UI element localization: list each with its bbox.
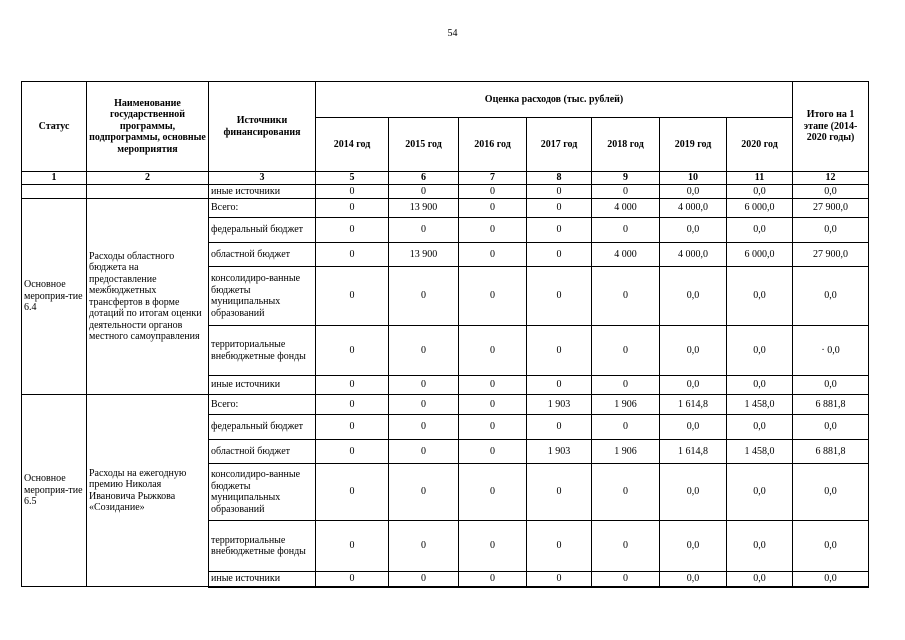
value-cell: 0 xyxy=(592,521,660,572)
value-cell: 0 xyxy=(459,199,527,218)
source-label: федеральный бюджет xyxy=(209,415,316,440)
value-cell: 0 xyxy=(459,376,527,395)
column-number: 5 xyxy=(316,172,389,185)
source-label: Всего: xyxy=(209,395,316,415)
name-cell: Расходы на ежегодную премию Николая Ивановича Рыжкова «Созидание» xyxy=(87,395,209,587)
value-cell: 0,0 xyxy=(660,218,727,243)
value-cell: 0,0 xyxy=(660,415,727,440)
value-cell: 0 xyxy=(527,243,592,267)
value-cell: 0 xyxy=(459,572,527,587)
value-cell: 0 xyxy=(389,326,459,376)
source-label: федеральный бюджет xyxy=(209,218,316,243)
value-cell: 0 xyxy=(527,521,592,572)
table-row xyxy=(22,199,869,218)
value-cell: 0 xyxy=(389,218,459,243)
value-cell: 0,0 xyxy=(793,572,869,587)
value-cell: 0 xyxy=(527,464,592,521)
header-year: 2020 год xyxy=(727,118,793,172)
budget-table xyxy=(21,81,869,588)
source-label: консолидиро-ванные бюджеты муниципальных образований xyxy=(209,267,316,326)
value-cell: 0 xyxy=(389,376,459,395)
value-cell: 0 xyxy=(459,184,527,199)
value-cell: 6 881,8 xyxy=(793,395,869,415)
source-label: консолидиро-ванные бюджеты муниципальных образований xyxy=(209,464,316,521)
value-cell: 0,0 xyxy=(727,326,793,376)
value-cell: 0 xyxy=(592,218,660,243)
value-cell: 0 xyxy=(527,572,592,587)
value-cell: 0 xyxy=(389,395,459,415)
header-year: 2016 год xyxy=(459,118,527,172)
value-cell: 0 xyxy=(389,184,459,199)
header-year: 2018 год xyxy=(592,118,660,172)
value-cell: 1 458,0 xyxy=(727,395,793,415)
value-cell: 0 xyxy=(592,326,660,376)
value-cell: 0 xyxy=(316,464,389,521)
value-cell: 0 xyxy=(316,199,389,218)
value-cell: 0 xyxy=(592,267,660,326)
value-cell: 0,0 xyxy=(660,464,727,521)
value-cell: 27 900,0 xyxy=(793,243,869,267)
column-number: 12 xyxy=(793,172,869,185)
value-cell: 0,0 xyxy=(727,267,793,326)
source-label: областной бюджет xyxy=(209,243,316,267)
value-cell: 0 xyxy=(389,572,459,587)
name-cell: Расходы областного бюджета на предоставление межбюджетных трансфертов в форме дотаций по итогам оценки деятельности органов местного самоуправления xyxy=(87,199,209,395)
value-cell: 27 900,0 xyxy=(793,199,869,218)
value-cell: 0 xyxy=(459,218,527,243)
header-year: 2014 год xyxy=(316,118,389,172)
value-cell: 0 xyxy=(592,184,660,199)
value-cell: 0 xyxy=(527,326,592,376)
header-total: Итого на 1 этапе (2014-2020 годы) xyxy=(793,82,869,172)
value-cell: 13 900 xyxy=(389,243,459,267)
header-estimate: Оценка расходов (тыс. рублей) xyxy=(316,82,793,118)
value-cell: 0 xyxy=(459,267,527,326)
header-status: Статус xyxy=(22,82,87,172)
value-cell: 1 903 xyxy=(527,440,592,464)
value-cell: 0 xyxy=(592,415,660,440)
value-cell: 0 xyxy=(459,464,527,521)
value-cell: 1 906 xyxy=(592,440,660,464)
value-cell: 0 xyxy=(527,376,592,395)
page-number: 54 xyxy=(447,28,458,39)
value-cell: 4 000,0 xyxy=(660,243,727,267)
value-cell: 0 xyxy=(316,184,389,199)
value-cell: 0,0 xyxy=(727,521,793,572)
source-label: иные источники xyxy=(209,572,316,587)
value-cell: 0 xyxy=(316,376,389,395)
column-number: 9 xyxy=(592,172,660,185)
column-number: 6 xyxy=(389,172,459,185)
value-cell: 0,0 xyxy=(727,415,793,440)
value-cell: 4 000 xyxy=(592,199,660,218)
source-label: областной бюджет xyxy=(209,440,316,464)
value-cell: 0,0 xyxy=(793,415,869,440)
value-cell: 0 xyxy=(316,440,389,464)
value-cell: 0 xyxy=(389,464,459,521)
column-number-row xyxy=(22,172,869,185)
value-cell: 0 xyxy=(459,521,527,572)
value-cell: 0 xyxy=(316,521,389,572)
value-cell: 0 xyxy=(459,243,527,267)
value-cell: 0,0 xyxy=(660,267,727,326)
value-cell: 0,0 xyxy=(793,218,869,243)
value-cell: 6 881,8 xyxy=(793,440,869,464)
value-cell: 0 xyxy=(316,267,389,326)
value-cell: 0 xyxy=(316,415,389,440)
source-label: территориальные внебюджетные фонды xyxy=(209,326,316,376)
value-cell: 1 903 xyxy=(527,395,592,415)
value-cell: 0,0 xyxy=(793,267,869,326)
source-label: иные источники xyxy=(209,184,316,199)
value-cell: 0 xyxy=(389,521,459,572)
value-cell: 0 xyxy=(527,267,592,326)
column-number: 1 xyxy=(22,172,87,185)
value-cell: 0 xyxy=(592,572,660,587)
value-cell: 0 xyxy=(316,243,389,267)
value-cell: 0 xyxy=(316,326,389,376)
value-cell: 0,0 xyxy=(660,184,727,199)
value-cell: 0,0 xyxy=(660,326,727,376)
value-cell: 0 xyxy=(459,415,527,440)
column-number: 8 xyxy=(527,172,592,185)
status-cell: Основное мероприя-тие 6.4 xyxy=(22,199,87,395)
header-year: 2019 год xyxy=(660,118,727,172)
table-row xyxy=(22,184,869,199)
column-number: 2 xyxy=(87,172,209,185)
value-cell: · 0,0 xyxy=(793,326,869,376)
value-cell: 1 458,0 xyxy=(727,440,793,464)
source-label: Всего: xyxy=(209,199,316,218)
header-year: 2015 год xyxy=(389,118,459,172)
header-sources: Источники финансирования xyxy=(209,82,316,172)
value-cell: 0 xyxy=(527,199,592,218)
value-cell: 0 xyxy=(459,395,527,415)
value-cell: 0 xyxy=(316,218,389,243)
column-number: 7 xyxy=(459,172,527,185)
table-row xyxy=(22,395,869,415)
value-cell: 0,0 xyxy=(727,464,793,521)
value-cell: 4 000,0 xyxy=(660,199,727,218)
value-cell: 0,0 xyxy=(660,572,727,587)
value-cell: 0 xyxy=(389,440,459,464)
column-number: 10 xyxy=(660,172,727,185)
value-cell: 0 xyxy=(592,376,660,395)
value-cell: 0,0 xyxy=(660,376,727,395)
column-number: 3 xyxy=(209,172,316,185)
value-cell: 0,0 xyxy=(793,464,869,521)
value-cell: 0,0 xyxy=(793,376,869,395)
value-cell: 0,0 xyxy=(727,572,793,587)
value-cell: 0 xyxy=(527,184,592,199)
value-cell: 0 xyxy=(592,464,660,521)
value-cell: 0,0 xyxy=(793,521,869,572)
value-cell: 0 xyxy=(459,440,527,464)
value-cell: 1 614,8 xyxy=(660,395,727,415)
value-cell: 1 906 xyxy=(592,395,660,415)
value-cell: 0 xyxy=(527,218,592,243)
value-cell: 0 xyxy=(389,415,459,440)
value-cell: 6 000,0 xyxy=(727,199,793,218)
source-label: территориальные внебюджетные фонды xyxy=(209,521,316,572)
column-number: 11 xyxy=(727,172,793,185)
value-cell: 0 xyxy=(316,395,389,415)
header-name: Наименование государственной программы, подпрограммы, основные мероприятия xyxy=(87,82,209,172)
value-cell: 0,0 xyxy=(660,521,727,572)
value-cell: 0 xyxy=(316,572,389,587)
value-cell: 13 900 xyxy=(389,199,459,218)
value-cell: 0 xyxy=(389,267,459,326)
value-cell: 1 614,8 xyxy=(660,440,727,464)
value-cell: 0 xyxy=(527,415,592,440)
status-cell: Основное мероприя-тие 6.5 xyxy=(22,395,87,587)
value-cell: 0,0 xyxy=(793,184,869,199)
value-cell: 6 000,0 xyxy=(727,243,793,267)
value-cell: 0,0 xyxy=(727,376,793,395)
value-cell: 0 xyxy=(459,326,527,376)
value-cell: 0,0 xyxy=(727,184,793,199)
header-year: 2017 год xyxy=(527,118,592,172)
value-cell: 0,0 xyxy=(727,218,793,243)
source-label: иные источники xyxy=(209,376,316,395)
value-cell: 4 000 xyxy=(592,243,660,267)
